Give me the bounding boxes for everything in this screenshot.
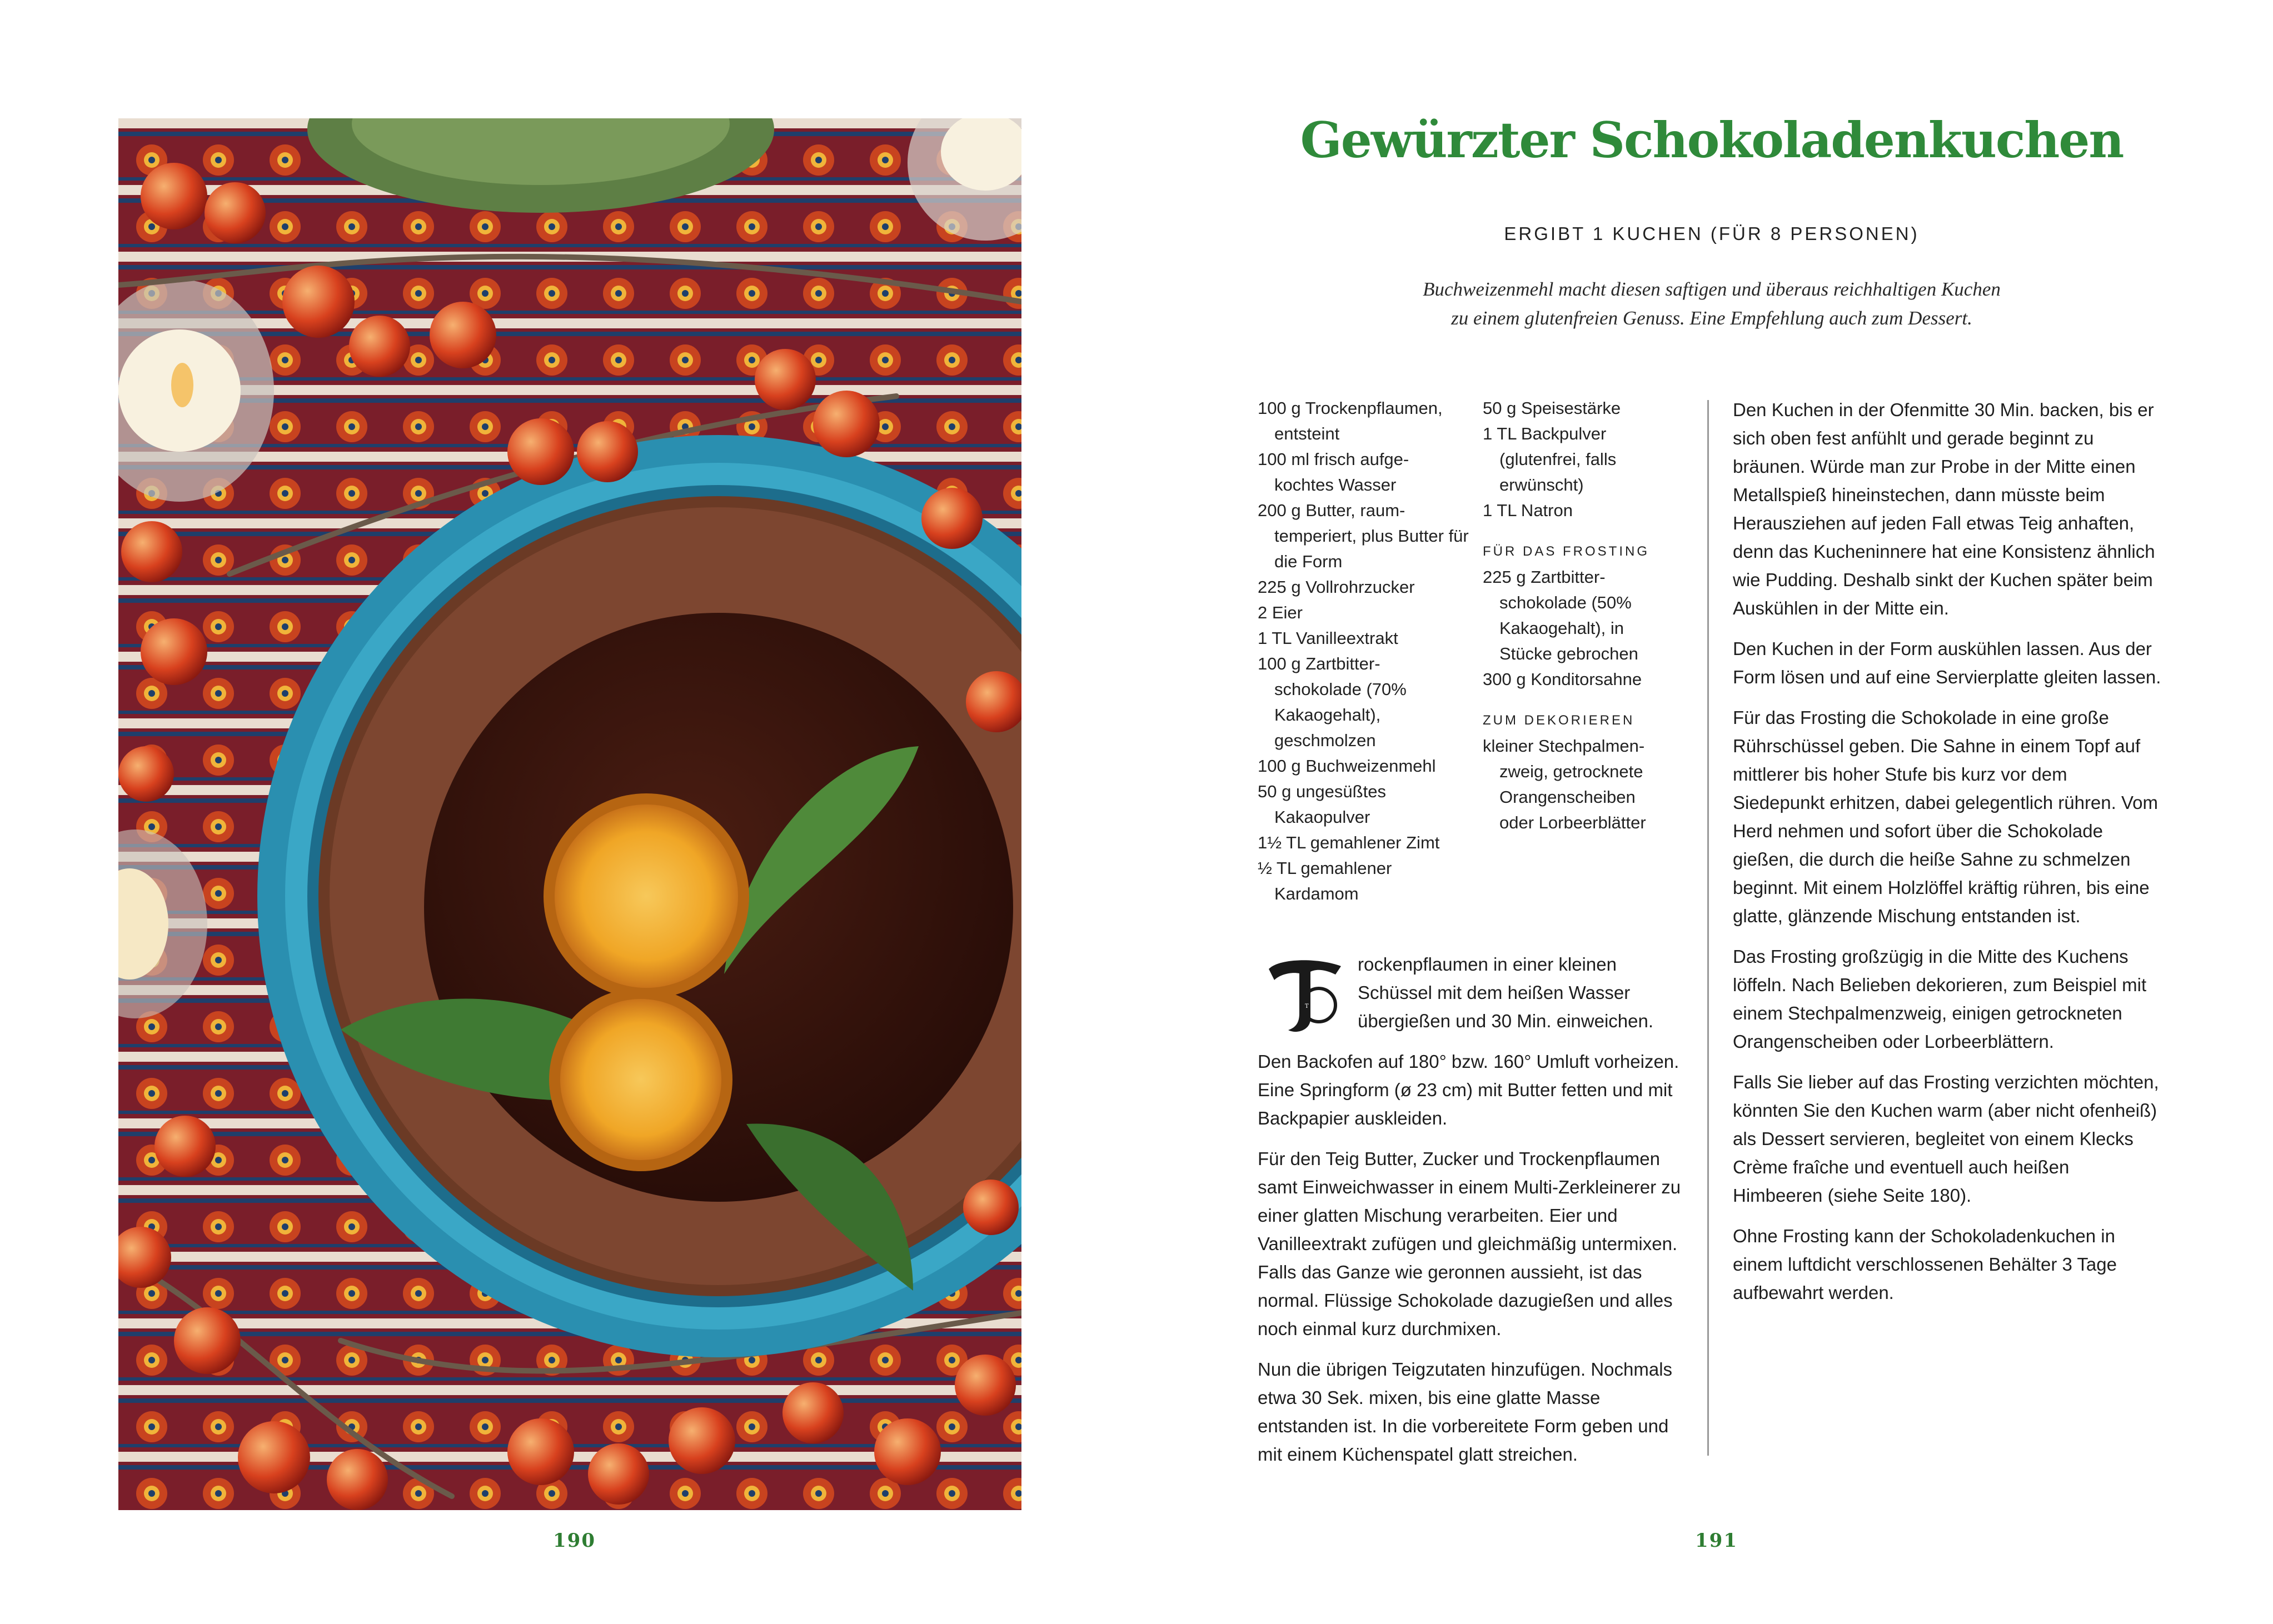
ingredient: kleiner Stechpalmen- zweig, getrocknete Orangenscheiben oder Lorbeerblätter xyxy=(1483,736,1646,832)
page-number-right: 191 xyxy=(1695,1530,1738,1552)
page-number-left: 190 xyxy=(553,1530,596,1552)
ingredient: 1 TL Natron xyxy=(1483,501,1573,520)
ingredients-list-2 xyxy=(1483,396,1672,836)
dropcap-letter xyxy=(1258,952,1352,1036)
ingredient: ½ TL gemahlener Kardamom xyxy=(1258,858,1392,903)
recipe-intro xyxy=(1323,275,2101,333)
method-paragraph: Den Kuchen in der Form auskühlen lassen. Aus der Form lösen und auf eine Servierplatte gleiten lassen. xyxy=(1733,638,2161,687)
ingredient: 50 g Speisestärke xyxy=(1483,398,1621,418)
ingredient: 100 ml frisch aufge- kochtes Wasser xyxy=(1258,449,1409,494)
recipe-title: Gewürzter Schokoladenkuchen xyxy=(1300,111,2124,169)
method-text: rockenpflaumen in einer kleinen Schüssel mit dem heißen Wasser übergießen und 30 Min. einweichen. xyxy=(1358,954,1654,1031)
ingredient: 2 Eier xyxy=(1258,603,1303,622)
method-paragraph: Den Kuchen in der Ofenmitte 30 Min. backen, bis er sich oben fest anfühlt und gerade beginnt zu bräunen. Würde man zur Probe in der Mitte einen Metallspieß hineinstechen, dann müsste beim Herausziehen auf jeden Fall etwas Teig anhaften, denn das Kucheninnere hat eine Konsistenz ähnlich wie Pudding. Deshalb sinkt der Kuchen später beim Auskühlen in der Mitte ein. xyxy=(1733,399,2155,618)
method-paragraph: Für das Frosting die Schokolade in eine große Rührschüssel geben. Die Sahne in einem Topf auf mittlerer bis hoher Stufe bis kurz vor dem Siedepunkt erhitzen, dabei gelegentlich rühren. Vom Herd nehmen und sofort über die Schokolade gießen, die durch die heiße Sahne zu schmelzen beginnt. Mit einem Holzlöffel kräftig rühren, bis eine glatte, glänzende Mischung entstanden ist. xyxy=(1733,707,2159,926)
ingredient: 300 g Konditorsahne xyxy=(1483,669,1642,689)
method-column-left xyxy=(1258,950,1691,1481)
frosting-heading: FÜR DAS FROSTING xyxy=(1483,544,1650,559)
ingredient: 100 g Zartbitter- schokolade (70% Kakaogehalt), geschmolzen xyxy=(1258,654,1407,750)
method-paragraph: Für den Teig Butter, Zucker und Trockenpflaumen samt Einweichwasser in einem Multi-Zerkleinerer zu einer glatten Mischung verarbeiten. Eier und Vanilleextrakt zufügen und gleichmäßig untermixen. Falls das Ganze wie geronnen aussieht, ist das normal. Flüssige Schokolade dazugießen und alles noch einmal kurz durchmixen. xyxy=(1258,1148,1681,1339)
ingredient: 100 g Buchweizenmehl xyxy=(1258,756,1436,776)
ingredient: 1 TL Vanilleextrakt xyxy=(1258,628,1398,648)
method-paragraph xyxy=(1258,950,1691,1035)
recipe-yield: ERGIBT 1 KUCHEN (FÜR 8 PERSONEN) xyxy=(1504,223,1920,244)
method-paragraph: Nun die übrigen Teigzutaten hinzufügen. Nochmals etwa 30 Sek. mixen, bis eine glatte Masse entstanden ist. In die vorbereitete Form geben und mit einem Küchenspatel glatt streichen. xyxy=(1258,1359,1673,1465)
method-paragraph: Den Backofen auf 180° bzw. 160° Umluft vorheizen. Eine Springform (ø 23 cm) mit Butter fetten und mit Backpapier auskleiden. xyxy=(1258,1051,1679,1128)
ingredients-list-1 xyxy=(1258,396,1469,907)
cake-photo xyxy=(118,118,1021,1510)
ingredient: 1 TL Backpulver (glutenfrei, falls erwünscht) xyxy=(1483,424,1617,494)
svg-text:T: T xyxy=(1305,1003,1309,1010)
ingredient: 225 g Zartbitter- schokolade (50% Kakaogehalt), in Stücke gebrochen xyxy=(1483,567,1638,663)
method-column-right xyxy=(1733,396,2164,1319)
method-paragraph: Ohne Frosting kann der Schokoladenkuchen in einem luftdicht verschlossenen Behälter 3 Tage aufbewahrt werden. xyxy=(1733,1226,2117,1303)
intro-line: Buchweizenmehl macht diesen saftigen und überaus reichhaltigen Kuchen xyxy=(1423,278,2001,300)
column-divider xyxy=(1707,400,1709,1456)
method-paragraph: Falls Sie lieber auf das Frosting verzichten möchten, könnten Sie den Kuchen warm (aber nicht ofenheiß) als Dessert servieren, begleitet von einem Klecks Crème fraîche und eventuell auch heißen Himbeeren (siehe Seite 180). xyxy=(1733,1072,2159,1206)
ingredient: 1½ TL gemahlener Zimt xyxy=(1258,833,1440,852)
method-paragraph: Das Frosting großzügig in die Mitte des Kuchens löffeln. Nach Belieben dekorieren, zum Beispiel mit einem Stechpalmenzweig, einigen getrockneten Orangenscheiben oder Lorbeerblättern. xyxy=(1733,946,2147,1052)
ingredient: 50 g ungesüßtes Kakaopulver xyxy=(1258,782,1386,827)
decor-heading: ZUM DEKORIEREN xyxy=(1483,713,1635,728)
ingredient: 200 g Butter, raum- temperiert, plus Butter für die Form xyxy=(1258,501,1469,571)
ingredient: 225 g Vollrohrzucker xyxy=(1258,577,1415,597)
intro-line: zu einem glutenfreien Genuss. Eine Empfehlung auch zum Dessert. xyxy=(1451,307,1972,329)
ingredient: 100 g Trockenpflaumen, entsteint xyxy=(1258,398,1443,443)
